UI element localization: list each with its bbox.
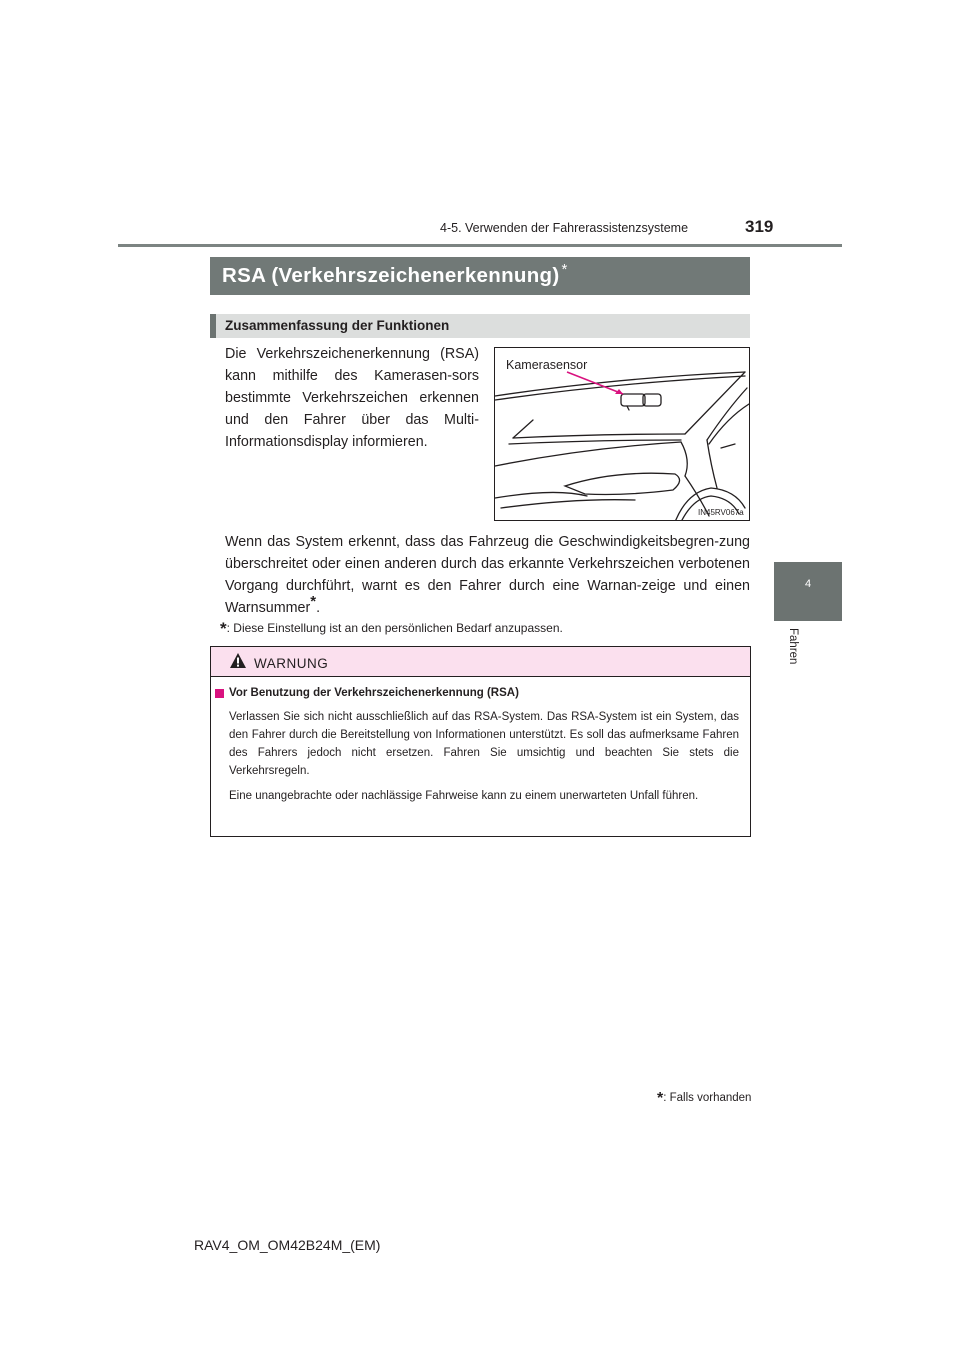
warning-title: WARNUNG xyxy=(254,656,329,671)
paragraph-end: . xyxy=(316,600,321,616)
bottom-footnote-text: : Falls vorhanden xyxy=(663,1092,752,1104)
subheading-accent-bar xyxy=(210,314,216,338)
header-section-title: 4-5. Verwenden der Fahrerassistenzsysteme xyxy=(440,221,689,235)
car-windshield-illustration xyxy=(495,348,750,521)
bottom-footnote-marker: * xyxy=(657,1090,664,1107)
paragraph-text: Wenn das System erkennt, dass das Fahrzeug die Geschwindigkeitsbegren-zung überschreitet oder einen anderen durch das erkannte Verkehrszeichen verbotenen Vorgang durchführt, warnt es den Fahrer durch eine Warnan-zeige und einen Warnsummer xyxy=(225,534,750,616)
warning-description-paragraph xyxy=(225,531,750,619)
warning-bullet-square xyxy=(215,689,224,698)
warning-paragraph-2: Eine unangebrachte oder nachlässige Fahrweise kann zu einem unerwarteten Unfall führen. xyxy=(229,790,699,802)
availability-footnote xyxy=(657,1088,751,1106)
document-code: RAV4_OM_OM42B24M_(EM) xyxy=(194,1237,381,1253)
paragraph-marker: * xyxy=(310,593,317,611)
page-title-text: RSA (Verkehrszeichenerkennung) xyxy=(222,264,560,287)
footnote-marker: * xyxy=(220,619,227,638)
intro-paragraph: Die Verkehrszeichenerkennung (RSA) kann mithilfe des Kamerasen-sors bestimmte Verkehrszeichen erkennen und den Fahrer über das Multi-Informationsdisplay informieren. xyxy=(225,346,479,450)
chapter-label: Fahren xyxy=(787,628,799,665)
warning-subheading: Vor Benutzung der Verkehrszeichenerkennung (RSA) xyxy=(229,687,519,699)
title-marker: * xyxy=(561,261,568,278)
page-title xyxy=(222,261,568,288)
figure-code: IN45RV067a xyxy=(698,508,744,517)
subheading: Zusammenfassung der Funktionen xyxy=(225,318,450,333)
footnote-text: : Diese Einstellung ist an den persönlichen Bedarf anzupassen. xyxy=(226,621,563,635)
page-number: 319 xyxy=(745,217,774,236)
chapter-number: 4 xyxy=(804,578,812,590)
camera-sensor-figure xyxy=(494,347,750,521)
header-divider xyxy=(118,244,842,247)
warning-triangle-icon xyxy=(229,652,247,674)
chapter-tab xyxy=(774,562,842,621)
camera-sensor-label: Kamerasensor xyxy=(506,358,588,372)
warning-paragraph-1: Verlassen Sie sich nicht ausschließlich auf das RSA-System. Das RSA-System ist ein System, das den Fahrer durch die Bereitstellung von Informationen unterstützt. Es soll das aufmerksame Fahren des Fahrers jedoch nicht ersetzen. Fahren Sie umsichtig und beachten Sie stets die Verkehrsregeln. xyxy=(229,711,739,777)
settings-footnote xyxy=(220,617,563,637)
